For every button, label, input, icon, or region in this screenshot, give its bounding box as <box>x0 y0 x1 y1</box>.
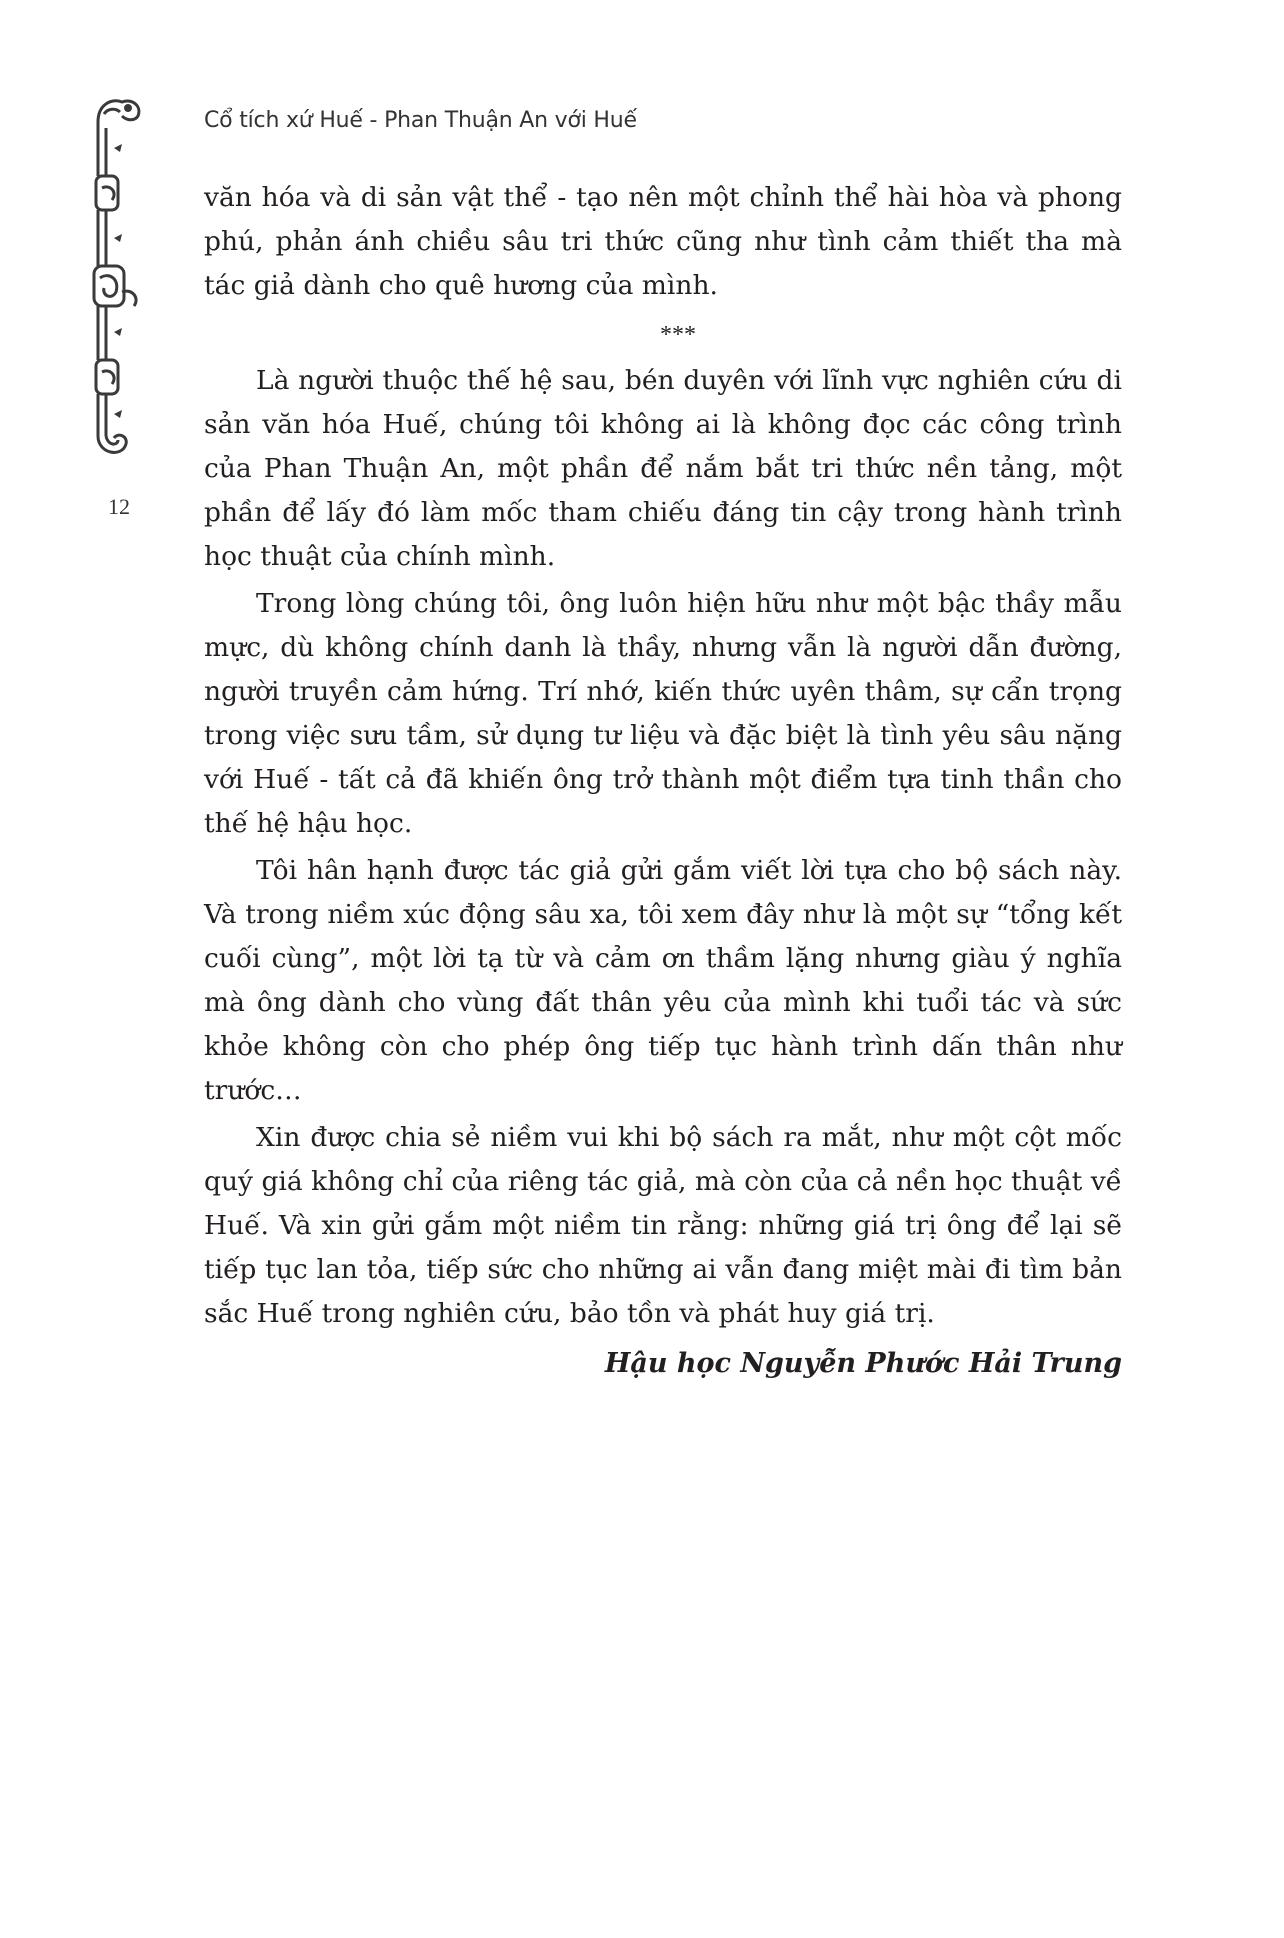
paragraph: Trong lòng chúng tôi, ông luôn hiện hữu như một bậc thầy mẫu mực, dù không chính danh là thầy, nhưng vẫn là người dẫn đường, người truyền cảm hứng. Trí nhớ, kiến thức uyên thâm, sự cẩn trọng trong việc sưu tầm, sử dụng tư liệu và đặc biệt là tình yêu sâu nặng với Huế - tất cả đã khiến ông trở thành một điểm tựa tinh thần cho thế hệ hậu học. <box>204 588 1122 839</box>
author-signature: Hậu học Nguyễn Phước Hải Trung <box>604 1348 1122 1379</box>
section-separator: *** <box>660 322 696 348</box>
paragraph: Xin được chia sẻ niềm vui khi bộ sách ra mắt, như một cột mốc quý giá không chỉ của riêng tác giả, mà còn của cả nền học thuật về Huế. Và xin gửi gắm một niềm tin rằng: những giá trị ông để lại sẽ tiếp tục lan tỏa, tiếp sức cho những ai vẫn đang miệt mài đi tìm bản sắc Huế trong nghiên cứu, bảo tồn và phát huy giá trị. <box>204 1122 1122 1329</box>
page-number: 12 <box>108 494 130 519</box>
running-header: Cổ tích xứ Huế - Phan Thuận An với Huế <box>204 108 637 133</box>
paragraph-continued: văn hóa và di sản vật thể - tạo nên một chỉnh thể hài hòa và phong phú, phản ánh chiều sâu tri thức cũng như tình cảm thiết tha mà tác giả dành cho quê hương của mình. <box>204 182 1122 301</box>
paragraph: Là người thuộc thế hệ sau, bén duyên với lĩnh vực nghiên cứu di sản văn hóa Huế, chúng tôi không ai là không đọc các công trình của Phan Thuận An, một phần để nắm bắt tri thức nền tảng, một phần để lấy đó làm mốc tham chiếu đáng tin cậy trong hành trình học thuật của chính mình. <box>204 365 1122 572</box>
body-text <box>204 176 1122 1388</box>
dragon-chain-ornament-icon <box>92 92 144 462</box>
paragraph: Tôi hân hạnh được tác giả gửi gắm viết lời tựa cho bộ sách này. Và trong niềm xúc động sâu xa, tôi xem đây như là một sự “tổng kết cuối cùng”, một lời tạ từ và cảm ơn thầm lặng nhưng giàu ý nghĩa mà ông dành cho vùng đất thân yêu của mình khi tuổi tác và sức khỏe không còn cho phép ông tiếp tục hành trình dấn thân như trước… <box>204 855 1122 1106</box>
